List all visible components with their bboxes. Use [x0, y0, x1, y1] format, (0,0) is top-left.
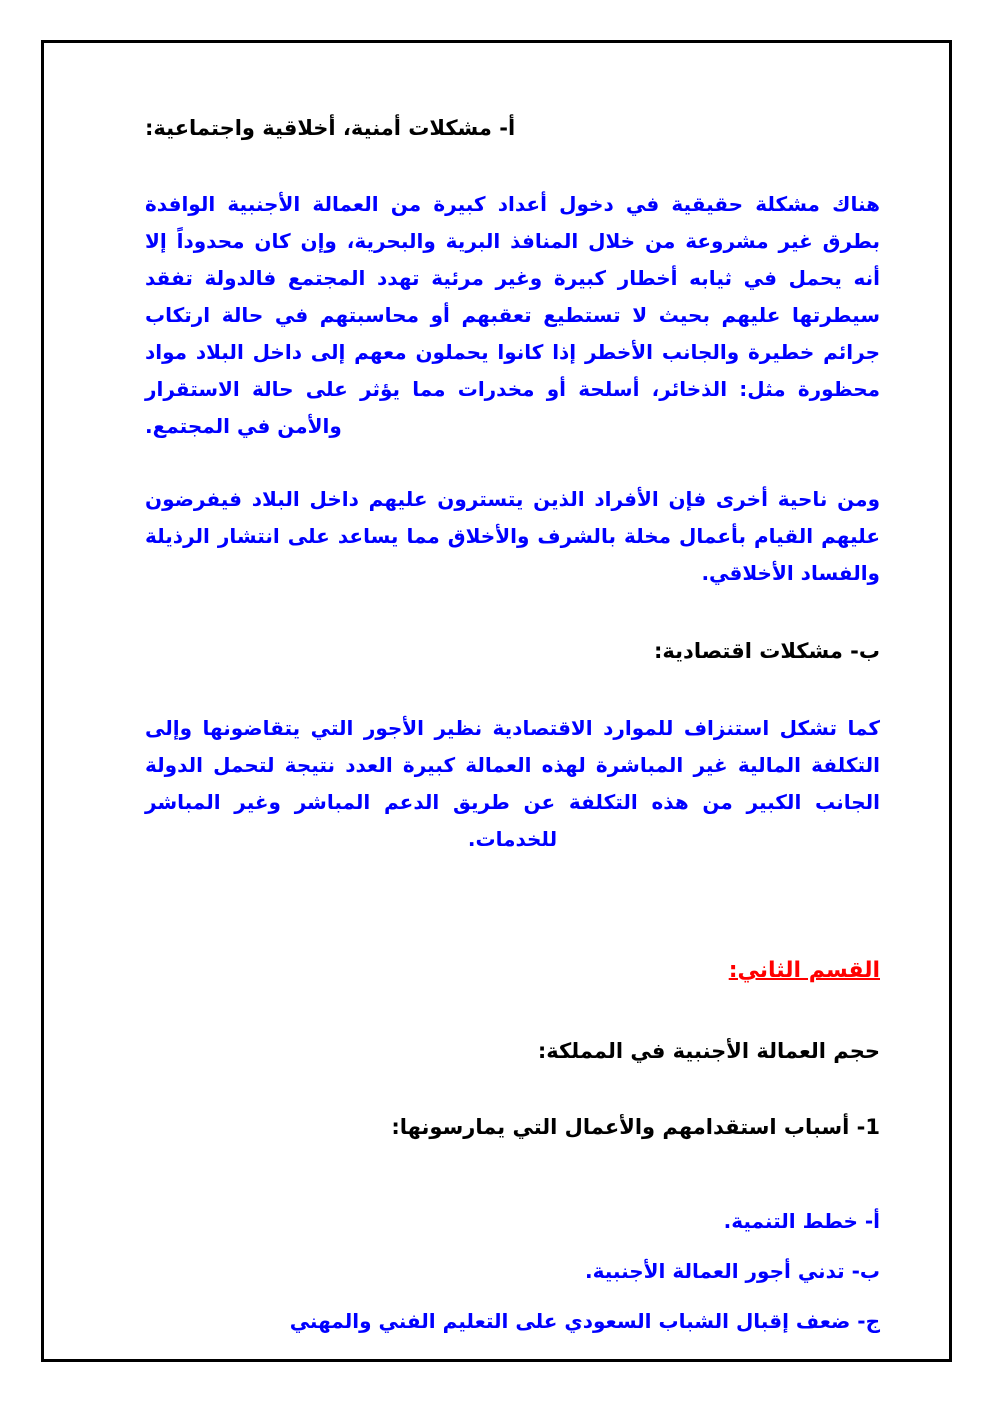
foreign-labor-size-heading: حجم العمالة الأجنبية في المملكة:: [537, 1039, 880, 1063]
reason-item-development-plans: أ- خطط التنمية.: [723, 1209, 880, 1233]
recruitment-reasons-heading: 1- أسباب استقدامهم والأعمال التي يمارسونها:: [391, 1115, 880, 1139]
paragraph-moral-corruption: ومن ناحية أخرى فإن الأفراد الذين يتسترون عليهم داخل البلاد فيفرضون عليهم القيام بأعمال مخلة بالشرف والأخلاق مما يساعد على انتشار الرذيلة والفساد الأخلاقي.: [145, 487, 880, 585]
section-heading-security-moral-social: أ- مشكلات أمنية، أخلاقية واجتماعية:: [145, 116, 516, 140]
paragraph-resource-drain: كما تشكل استنزاف للموارد الاقتصادية نظير الأجور التي يتقاضونها وإلى التكلفة المالية غير المباشرة لهذه العمالة كبيرة العدد نتيجة لتحمل الدولة الجانب الكبير من هذه التكلفة عن طريق الدعم المباشر وغير المباشر للخدمات.: [145, 716, 880, 851]
reason-item-low-wages: ب- تدني أجور العمالة الأجنبية.: [585, 1259, 880, 1283]
paragraph-illegal-entry: هناك مشكلة حقيقية في دخول أعداد كبيرة من العمالة الأجنبية الوافدة بطرق غير مشروعة من خلال المنافذ البرية والبحرية، وإن كان محدوداً إلا أنه يحمل في ثيابه أخطار كبيرة وغير مرئية تهدد المجتمع فالدولة تفقد سيطرتها عليهم بحيث لا تستطيع تعقبهم أو محاسبتهم في حالة ارتكاب جرائم خطيرة والجانب الأخطر إذا كانوا يحملون معهم إلى داخل البلاد مواد محظورة مثل: الذخائر، أسلحة أو مخدرات مما يؤثر على حالة الاستقرار والأمن في المجتمع.: [145, 192, 880, 438]
section-heading-economic: ب- مشكلات اقتصادية:: [654, 639, 880, 663]
reason-item-weak-vocational-interest: ج- ضعف إقبال الشباب السعودي على التعليم الفني والمهني: [289, 1309, 880, 1333]
page-content: [44, 43, 949, 1359]
part-two-heading: القسم الثاني:: [728, 958, 880, 983]
page-border-frame: [41, 40, 952, 1362]
